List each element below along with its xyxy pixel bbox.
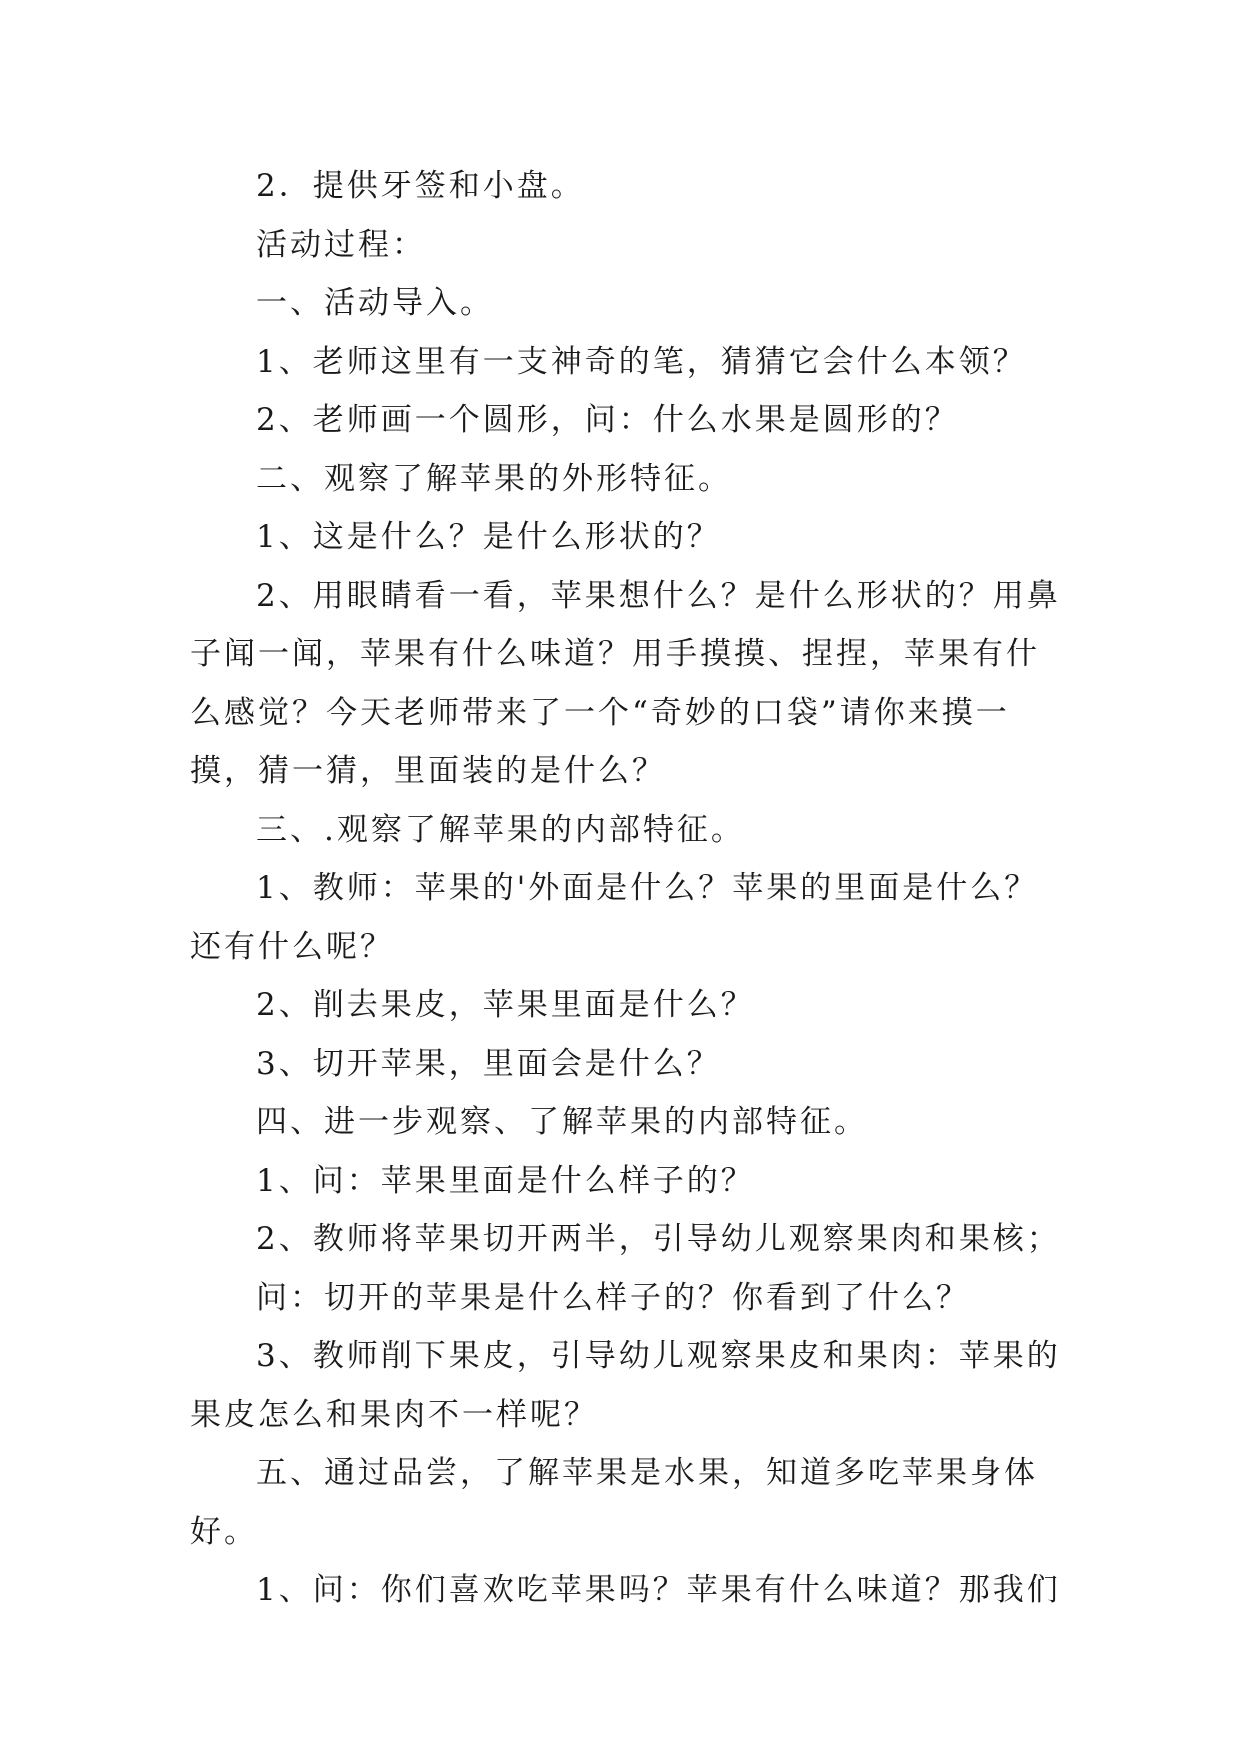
paragraph-2-1: 1、这是什么？是什么形状的？ (256, 519, 721, 555)
paragraph-materials-2: 2．提供牙签和小盘。 (256, 168, 585, 204)
section-heading-5: 五、通过品尝，了解苹果是水果，知道多吃苹果身体好。 (190, 1455, 1038, 1550)
paragraph-3-2: 2、削去果皮，苹果里面是什么？ (256, 987, 755, 1023)
paragraph-5-1: 1、问：你们喜欢吃苹果吗？苹果有什么味道？那我们 (256, 1572, 1061, 1608)
paragraph-4-3: 3、教师削下果皮，引导幼儿观察果皮和果肉：苹果的果皮怎么和果肉不一样呢？ (190, 1338, 1061, 1433)
paragraph-4-question: 问：切开的苹果是什么样子的？你看到了什么？ (256, 1279, 970, 1316)
section-heading-1: 一、活动导入。 (256, 285, 494, 321)
heading-activity-process: 活动过程： (256, 226, 426, 263)
paragraph-2-2: 2、用眼睛看一看，苹果想什么？是什么形状的？用鼻子闻一闻，苹果有什么味道？用手摸摸、捏捏，苹果有什么感觉？今天老师带来了一个“奇妙的口袋”请你来摸一摸，猜一猜，里面装的是什么？ (190, 577, 1061, 789)
paragraph-4-2: 2、教师将苹果切开两半，引导幼儿观察果肉和果核； (256, 1221, 1061, 1257)
paragraph-1-1: 1、老师这里有一支神奇的笔，猜猜它会什么本领？ (256, 343, 1027, 380)
paragraph-3-1: 1、教师：苹果的'外面是什么？苹果的里面是什么？还有什么呢？ (190, 870, 1039, 965)
section-heading-2: 二、观察了解苹果的外形特征。 (256, 460, 732, 497)
section-heading-4: 四、进一步观察、了解苹果的内部特征。 (256, 1104, 868, 1140)
paragraph-4-1: 1、问：苹果里面是什么样子的？ (256, 1162, 755, 1199)
document-body (190, 157, 1070, 1620)
paragraph-1-2: 2、老师画一个圆形，问：什么水果是圆形的？ (256, 402, 959, 438)
section-heading-3: 三、.观察了解苹果的内部特征。 (256, 811, 745, 848)
paragraph-3-3: 3、切开苹果，里面会是什么？ (256, 1045, 721, 1082)
